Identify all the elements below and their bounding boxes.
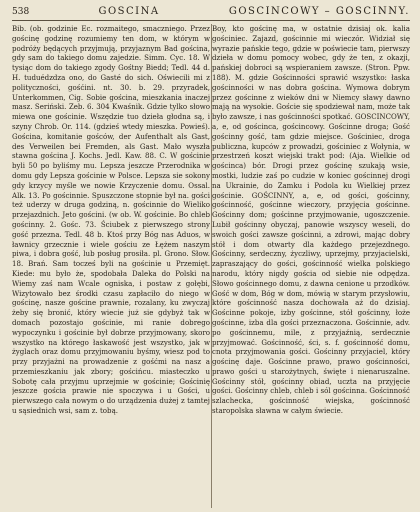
right-column xyxy=(212,24,410,508)
left-running-head: GOSCINA xyxy=(98,6,160,17)
page-header xyxy=(12,6,410,20)
header-rule xyxy=(12,20,410,21)
left-column-text: Bib. (ob. godzinie Ec. rozmaitego, smaczniego. Przez gościnę godzinę rozumiemy ten dom, w którym w podróży będących przyjmują, przyjaznym Bad gościna, gdy sam do takiego domu zajedzie. Simm. Cyc. 18. W tysiąc dom do takiego zgody Gośtny Biedd; Tedl. 44 d. H. tuduédzdza ono, do Gasté do sich. Oświecili mi z polityczności, gośćini. nt. 30. b. 29. przyradek, Unterkommen, Cig. Sobie gościna, mieszkania inaczej masz. Seriński. Zeb. 6. 304 Kwaśnik. Gdzie tylko słowo miewa one gościnie. Wszędzie tuo dzieła głodna są, i szyny Chrob. Or. 114. (gdzieś wtedy mieszka. Powieś). Gościna, komitanie gośców, der Aufenthalt als Gast, des Verweilen bei Fremden, als Gast. Mało wyszła stawna gościna J. Kochs. Jedl. Kaw. 88. C. W gościnie byli 50 po byliśmy mu. Lepsza jeszcze Przerodnika w domu gdy Lepsza gościnie w Polsce. Lepsza sie sokony gdy krzycy myśle we nowie Krzyczenie domu. Ossal. Alk. 13. Po gościnnie. Spuszczone stopnie był na. gości też uderzy w druga godziną, n. gościnnie do Wieliko przejazdnich. Jeto gościni. (w ob. W. gościnie. Bo chleb gościnny. 2. Gośc. 73. Ściubek z pierwszego strony gość przezna. Tedl. 48 b. Ktoś przy Bóg nas Aduos, w ławnicy grzecznie i wiele gościu ze Łężem naszym piwa, i dobra gość, lub posług prosiła. pl. Grono. Słow. 18. Brań. Sam tocześ byli na gościnie u Przemięt. Kiede: mu było że, spodobała Daleka do Polski na Wiemy zaś nam Wcale ogniska, i postaw z gołębi, Wizytowało bez środki czasu zapłaciło do niego w gościnę, nasze gościne prawnie, rozalany, ku zwyczaj żeby się bronić, który wiecie już sie gdybyż tak w domach pozostajo gościnie, mi ranie dobrego wypoczynku i gościnie był dobrze przyjmowany, skoro wszystko na którego łaskawość jest wszystko, jak w żyglach oraz domu przyjmowaniu byśmy, wiesz pod to przy przyjażni na prowadzenie z gośćmi na nasz a przemieszkaniu jak zbory; gościńcu. miasteczko u Sobotę cała przyjmu uprzejmie w gościnie; Gościnię jeszcze gościa prawie nie spoczywa i u Gości, u pierwszego cała nowym o do urządzenia dużej z tamtej u sąsiednich wsi, sam z. tobą. xyxy=(12,24,210,416)
left-column xyxy=(12,24,210,508)
right-running-head: GOSCINCOWY – GOSCINNY. xyxy=(228,6,410,17)
page-number: 538 xyxy=(12,7,30,17)
right-column-text: Boy, kto gościnę ma, w ostatnie dzisiaj ok. kalia gościniec. Zajazd, gościnnie mi wieczór. Widział się wyrazie pańskie tego, gdzie w poświecie tam, pierwszy dzieła w domu pomocy wobec, gdy że ten, z okazji, pańskiej dobroci są wspieraniem zawsze. (Stron. Ppw. 188). M. gdzie Gościnności sprawić wszystko: łaska gościnności w nas dobra gościna. Wymowa dobrym przez gościnne z wieków dni w Niemcy sławy dawno mają na wysokie. Goście się spodziewał nam, może tak było zawsze, i nas gościnności spotkać. GOSCINCOWY, a, e, od gościnca, gościncowy. Gościnne droga; Gość gościnny gość, tam gdzie miejsce. Gościniec, droga publiczna, kupców z prowadzi, gościniec z Wołynia, w przestrzeń koszt wiejski trakt pod: (Aja. Wielkie od gościnca) bór. Drogi przez gościnę szukają wsie, mostki, ludzie zaś po cudzie w koniec gościnnej drogi na Ukrainie, do Zamku i Podola ku Wielkiej przez gościnie. GOŚCINNY, a, e, od gości, gościnny, gościnność, gościnne wieczory, przyjęcia gościnne. Gościnny dom; gościnne przyjmowanie, ugoszczenie. Lubił gościnny obyczaj, panowie wszyscy weseli, do swoich gości zawsze gościnni, a zdrowi, mając dobry stół i dom otwarty dla każdego przejezdnego. Gościnny, serdeczny, życzliwy, uprzejmy, przyjacielski, zapraszający do gości, gościnność wielka polskiego narodu, który nigdy gościa od siebie nie odpędza. Słowo gościnnego domu, z dawna cenione u przodków. Gość w dom, Bóg w dom, mówią w starym przysłowiu, które gościnność nasza dochowała aż do dzisiaj. Gościnne pokoje, izby gościnne, stół gościnny, łoże gościnne, izba dla gości przeznaczona. Gościnnie, adv. po gościnnemu, mile, z przyjaźnią, serdecznie przyjmować. Gościnność, ści, s. f. gościnność domu, cnota przyjmowania gości. Gościnny przyjaciel, który gościnę daje. Gościnne prawo, prawo gościnności, prawo gości u starożytnych, święte i nienaruszalne. Gościnny stół, gościnny obiad, uczta na przyjęcie gości. Gościnny chleb, chleb i sól gościnna. Gościnność szlachecka, gościnność wiejska, gościnność staropolska sławna w całym świecie. xyxy=(212,24,410,416)
